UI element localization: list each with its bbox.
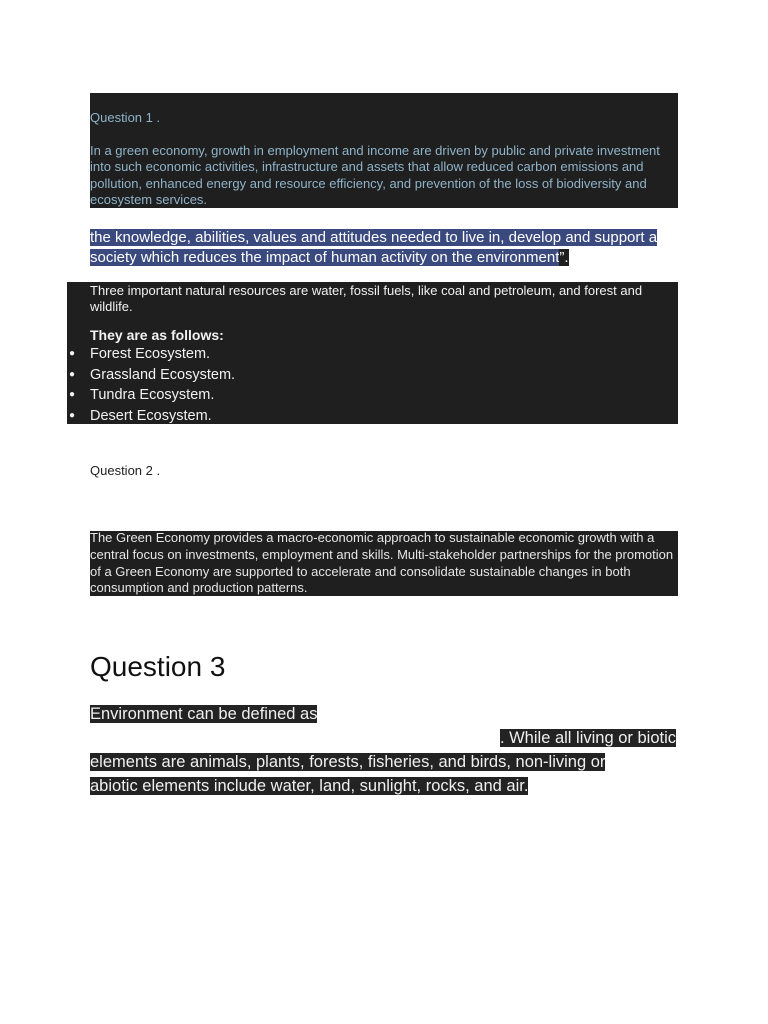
bullet-icon: ●: [69, 389, 76, 401]
resources-heading: They are as follows:: [90, 327, 224, 343]
question3-paragraph: [90, 702, 680, 798]
question3-line2: . While all living or biotic: [499, 729, 676, 747]
question3-line3: elements are animals, plants, forests, fisheries, and birds, non-living or: [90, 753, 606, 771]
bullet-icon: ●: [69, 368, 76, 380]
bullet-icon: ●: [69, 410, 76, 422]
question1-block: [90, 93, 678, 208]
question3-line4: abiotic elements include water, land, sunlight, rocks, and air.: [90, 777, 529, 795]
question2-paragraph: The Green Economy provides a macro-economic approach to sustainable economic growth with a central focus on investments, employment and skills. Multi-stakeholder partnerships for the promotion of a Green Economy are supported to accelerate and consolidate sustainable changes in both consumption and production patterns.: [90, 530, 674, 596]
question1-title: Question 1 .: [90, 110, 161, 125]
list-item: ● Tundra Ecosystem.: [90, 385, 235, 406]
question2-block: [90, 531, 678, 596]
list-item: ● Grassland Ecosystem.: [90, 365, 235, 386]
question3-title: Question 3: [90, 651, 226, 682]
list-item: ● Desert Ecosystem.: [90, 406, 235, 427]
question2-title: Question 2 .: [90, 463, 161, 478]
highlighted-text: the knowledge, abilities, values and attitudes needed to live in, develop and support a society which reduces the impact of human activity on the environment: [90, 229, 658, 266]
question1-paragraph: In a green economy, growth in employment and income are driven by public and private investment into such economic activities, infrastructure and assets that allow reduced carbon emissions and pollution, enhanced energy and resource efficiency, and prevention of the loss of biodiversity and ecosystem services.: [90, 143, 660, 207]
ecosystem-list: [69, 344, 236, 427]
question3-line1: Environment can be defined as: [90, 705, 318, 723]
resources-paragraph: Three important natural resources are water, fossil fuels, like coal and petroleum, and forest and wildlife.: [90, 283, 643, 315]
list-item: ● Forest Ecosystem.: [90, 344, 235, 365]
resources-block: [67, 282, 678, 424]
highlighted-tail: ”.: [559, 249, 569, 266]
highlighted-paragraph: [90, 228, 680, 268]
bullet-icon: ●: [69, 348, 76, 359]
